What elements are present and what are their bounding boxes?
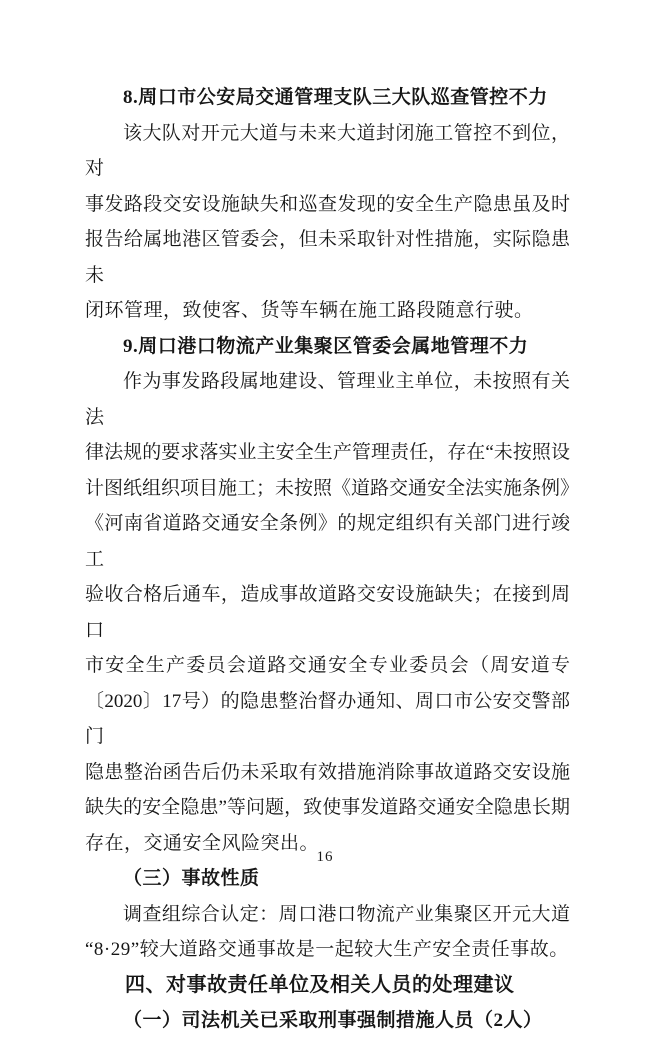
heading-section-3: （三）事故性质 [123,868,260,889]
paragraph-8-line: 报告给属地港区管委会，但未采取针对性措施，实际隐患未 [85,229,570,286]
heading-8: 8.周口市公安局交通管理支队三大队巡查管控不力 [123,87,548,108]
paragraph-9-line: 《河南省道路交通安全条例》的规定组织有关部门进行竣工 [85,513,570,570]
paragraph-section3-line: 调查组综合认定：周口港口物流产业集聚区开元大道 [123,903,570,925]
paragraph-9-line: 计图纸组织项目施工；未按照《道路交通安全法实施条例》 [85,477,580,499]
heading-9: 9.周口港口物流产业集聚区管委会属地管理不力 [123,335,529,357]
heading-section-4: 四、对事故责任单位及相关人员的处理建议 [125,973,515,996]
page-number: 16 [316,849,334,865]
paragraph-8-line: 事发路段交安设施缺失和巡查发现的安全生产隐患虽及时 [85,193,570,215]
paragraph-9-line: 作为事发路段属地建设、管理业主单位，未按照有关法 [85,371,570,428]
paragraph-9-line: 验收合格后通车，造成事故道路交安设施缺失；在接到周口 [85,584,570,641]
heading-section-4-1: （一）司法机关已采取刑事强制措施人员（2人） [123,1010,543,1031]
paragraph-9-line: 缺失的安全隐患”等问题，致使事发道路交通安全隐患长期 [85,797,570,818]
paragraph-9-line: 存在，交通安全风险突出。 [85,832,320,854]
paragraph-8-line: 闭环管理，致使客、货等车辆在施工路段随意行驶。 [85,300,534,321]
paragraph-9-line: 〔2020〕17号）的隐患整治督办通知、周口市公安交警部门 [85,690,570,747]
paragraph-9-line: 隐患整治函告后仍未采取有效措施消除事故道路交安设施 [85,761,570,783]
paragraph-section3-line: “8·29”较大道路交通事故是一起较大生产安全责任事故。 [85,939,569,960]
document-body [85,80,580,1039]
paragraph-9-line: 市安全生产委员会道路交通安全专业委员会（周安道专 [85,655,570,676]
paragraph-8-line: 该大队对开元大道与未来大道封闭施工管控不到位，对 [85,122,570,179]
paragraph-9-line: 律法规的要求落实业主安全生产管理责任，存在“未按照设 [85,442,570,463]
